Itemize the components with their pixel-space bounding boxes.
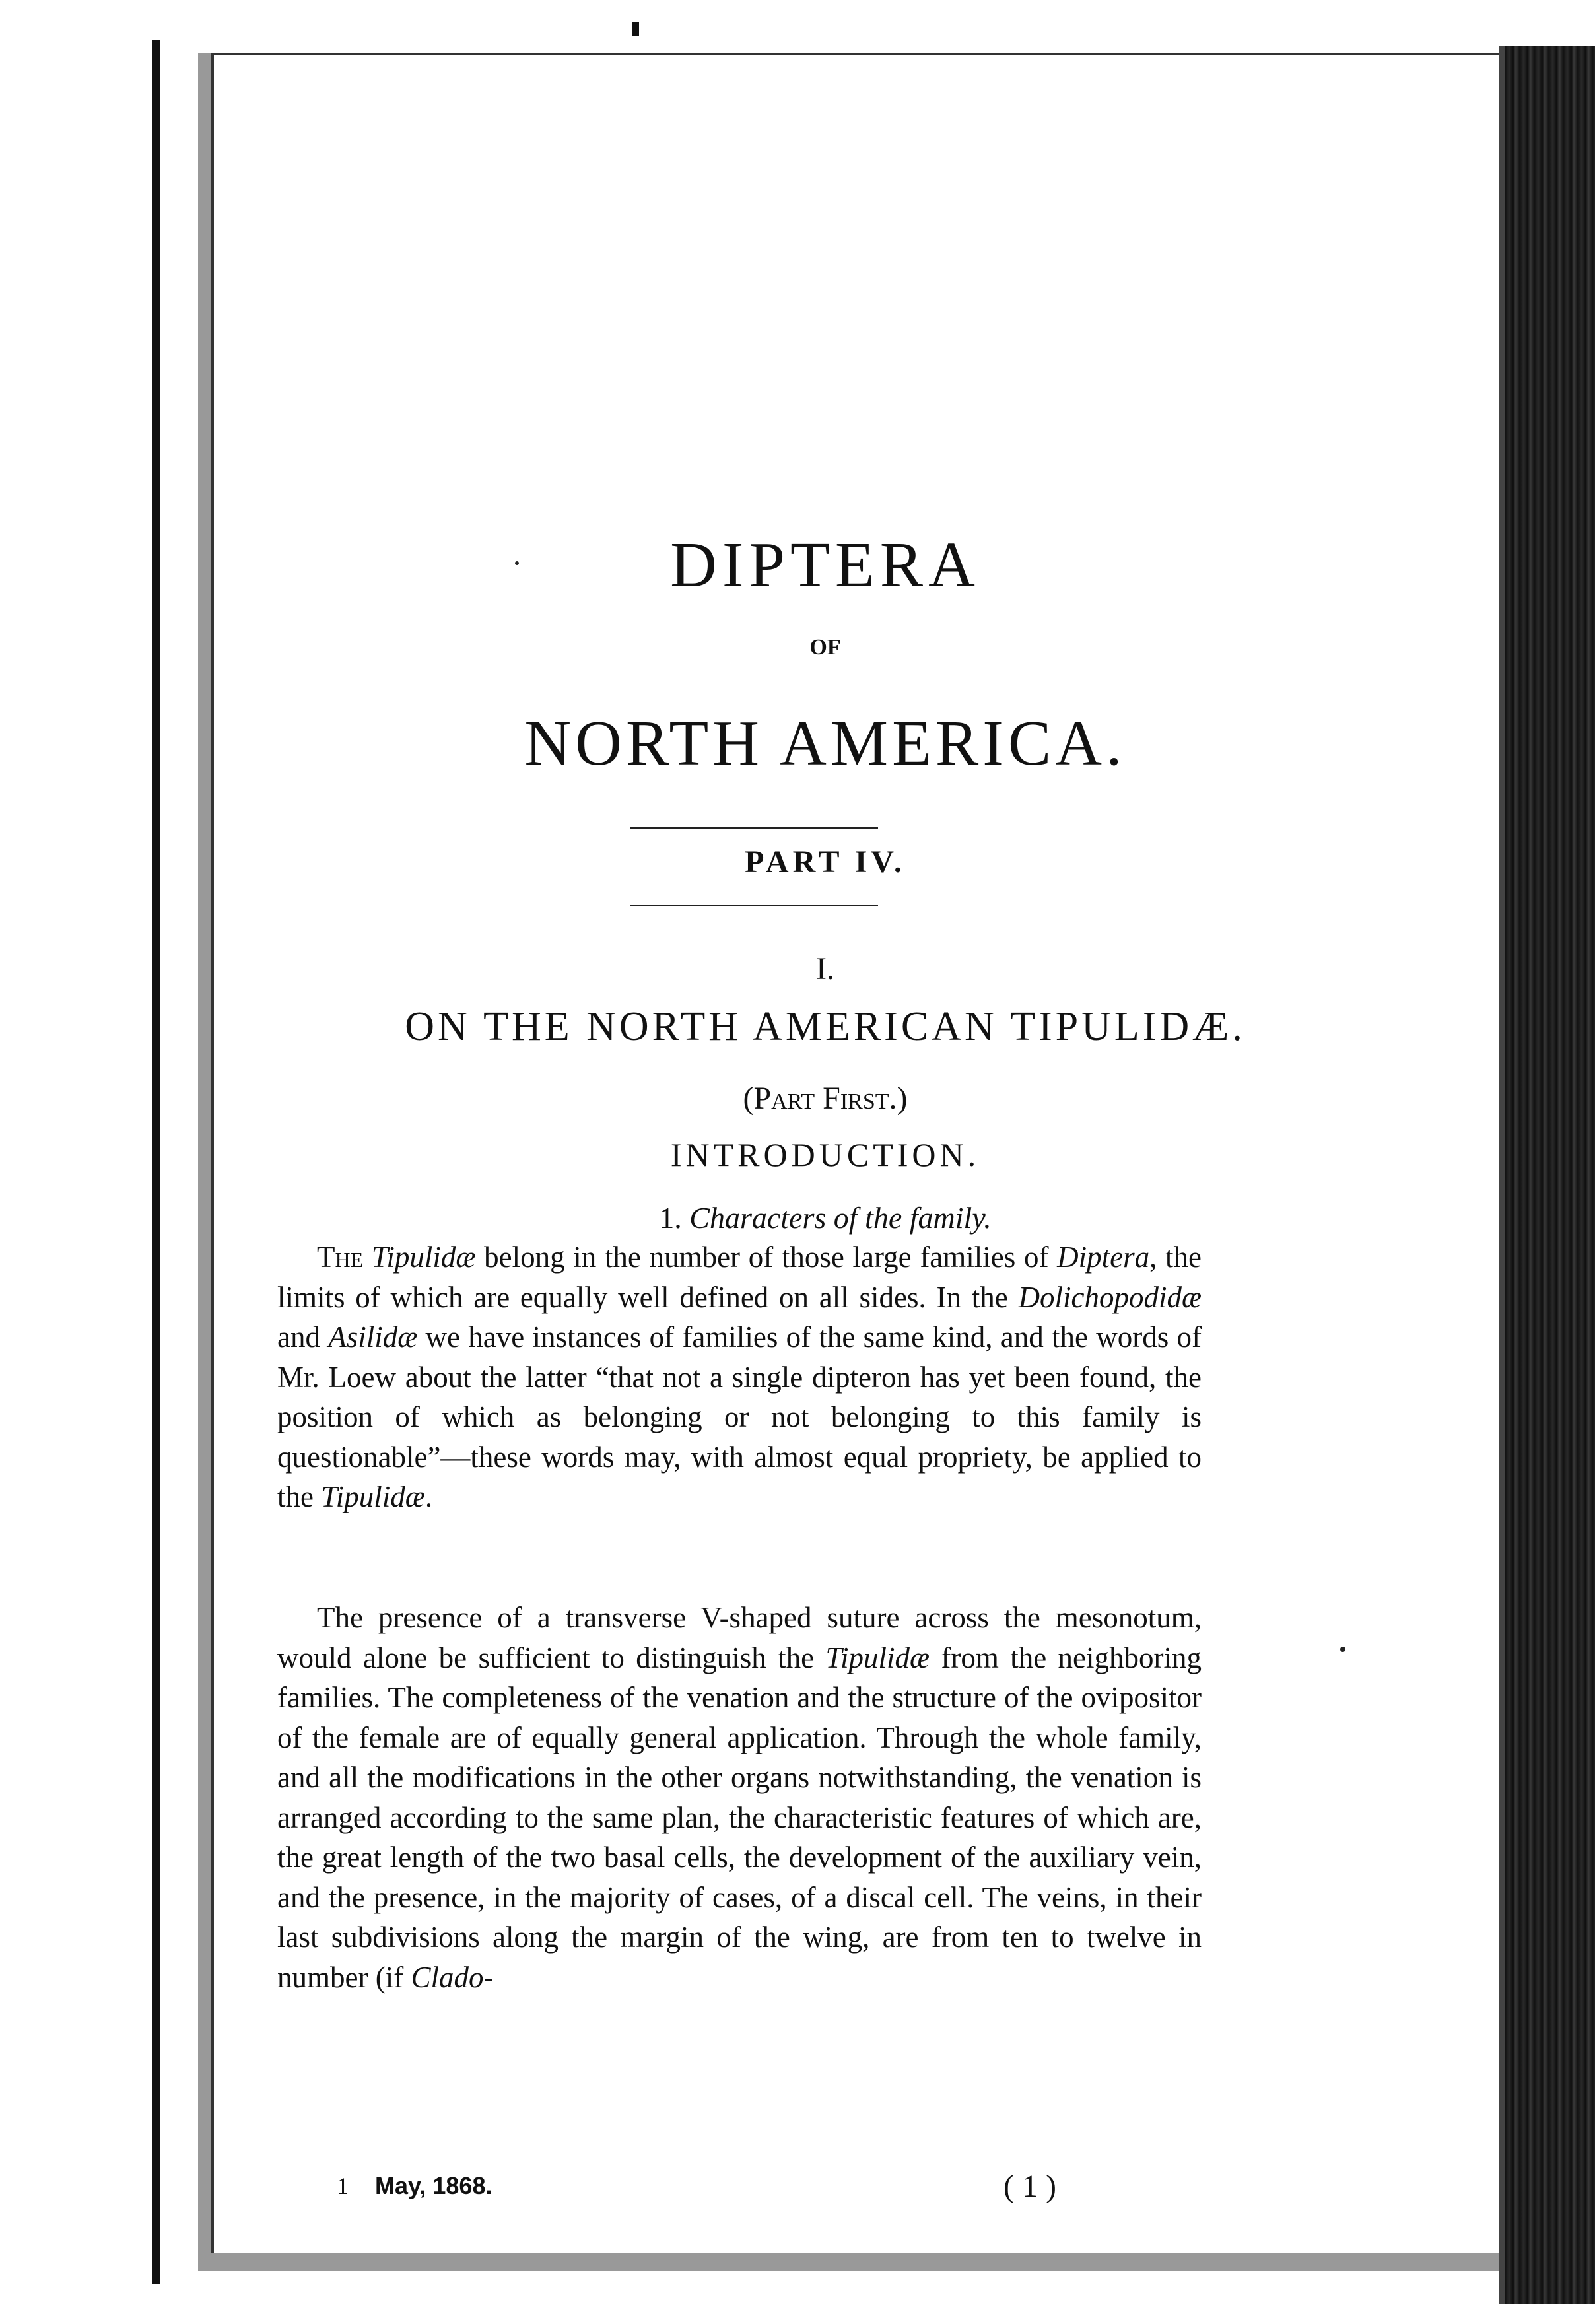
body-text: we have instances of families of the same kind, and the words of Mr. Loew about the latter “that not a single dipteron has yet been found, the position of which as belonging or not belonging to this family is questionable”—these words may, with almost equal propriety, be applied to the [277, 1320, 1202, 1513]
signature-mark: 1 [337, 2173, 349, 2199]
divider-rule [630, 827, 878, 829]
body-text: and [277, 1320, 329, 1353]
taxon: Tipulidæ [825, 1641, 930, 1674]
footer-imprint [337, 2172, 492, 2200]
paragraph [277, 1598, 1202, 1997]
body-text: belong in the number of those large families of [475, 1241, 1058, 1274]
body-text: The presence of a transverse V-shaped suture across the mesonotum, would alone be sufficient to distinguish the [277, 1601, 1202, 1674]
publication-date: May, 1868. [375, 2172, 492, 2199]
body-text: , the limits of which are equally well defined on all sides. In the [277, 1241, 1202, 1314]
taxon: Tipulidæ [371, 1241, 476, 1274]
facing-page-gutter [152, 40, 160, 2284]
introduction-heading: INTRODUCTION. [670, 1136, 980, 1173]
taxon: Tipulidæ [321, 1480, 425, 1513]
subsection-number: 1. [659, 1201, 682, 1235]
book-subtitle: NORTH AMERICA. [524, 708, 1126, 779]
taxon: Dolichopodidæ [1018, 1280, 1202, 1314]
book-title: DIPTERA [670, 530, 980, 601]
taxon: Asilidæ [328, 1320, 418, 1353]
book-spine [1505, 46, 1595, 2304]
body-text: . [424, 1480, 433, 1513]
page-number: ( 1 ) [1003, 2169, 1056, 2204]
paragraph [277, 1237, 1202, 1517]
section-number: I. [816, 951, 834, 986]
divider-rule [630, 905, 878, 906]
part-heading: PART IV. [745, 844, 906, 879]
title-connector: OF [809, 635, 841, 660]
facing-page-edge [0, 40, 160, 2284]
speck [1340, 1647, 1345, 1652]
taxon: Diptera [1057, 1241, 1150, 1274]
taxon: Clado- [411, 1960, 494, 1994]
section-title: ON THE NORTH AMERICAN TIPULIDÆ. [405, 1004, 1246, 1049]
body-text: from the neighboring families. The completeness of the venation and the structure of the ovipositor of the female are of equally general application. Through the whole family, and all the modifications in the other organs notwithstanding, the venation is arranged according to the same plan, the characteristic features of which are, the great length of the two basal cells, the development of the auxiliary vein, and the presence, in the majority of cases, of a discal cell. The veins, in their last subdivisions along the margin of the wing, are from ten to twelve in number (if [277, 1641, 1202, 1994]
subsection-heading [396, 1200, 1254, 1235]
section-part: (Part First.) [743, 1081, 908, 1116]
subsection-title: Characters of the family. [689, 1201, 992, 1235]
scan-mark [632, 22, 639, 36]
lead-word: The [317, 1241, 364, 1274]
